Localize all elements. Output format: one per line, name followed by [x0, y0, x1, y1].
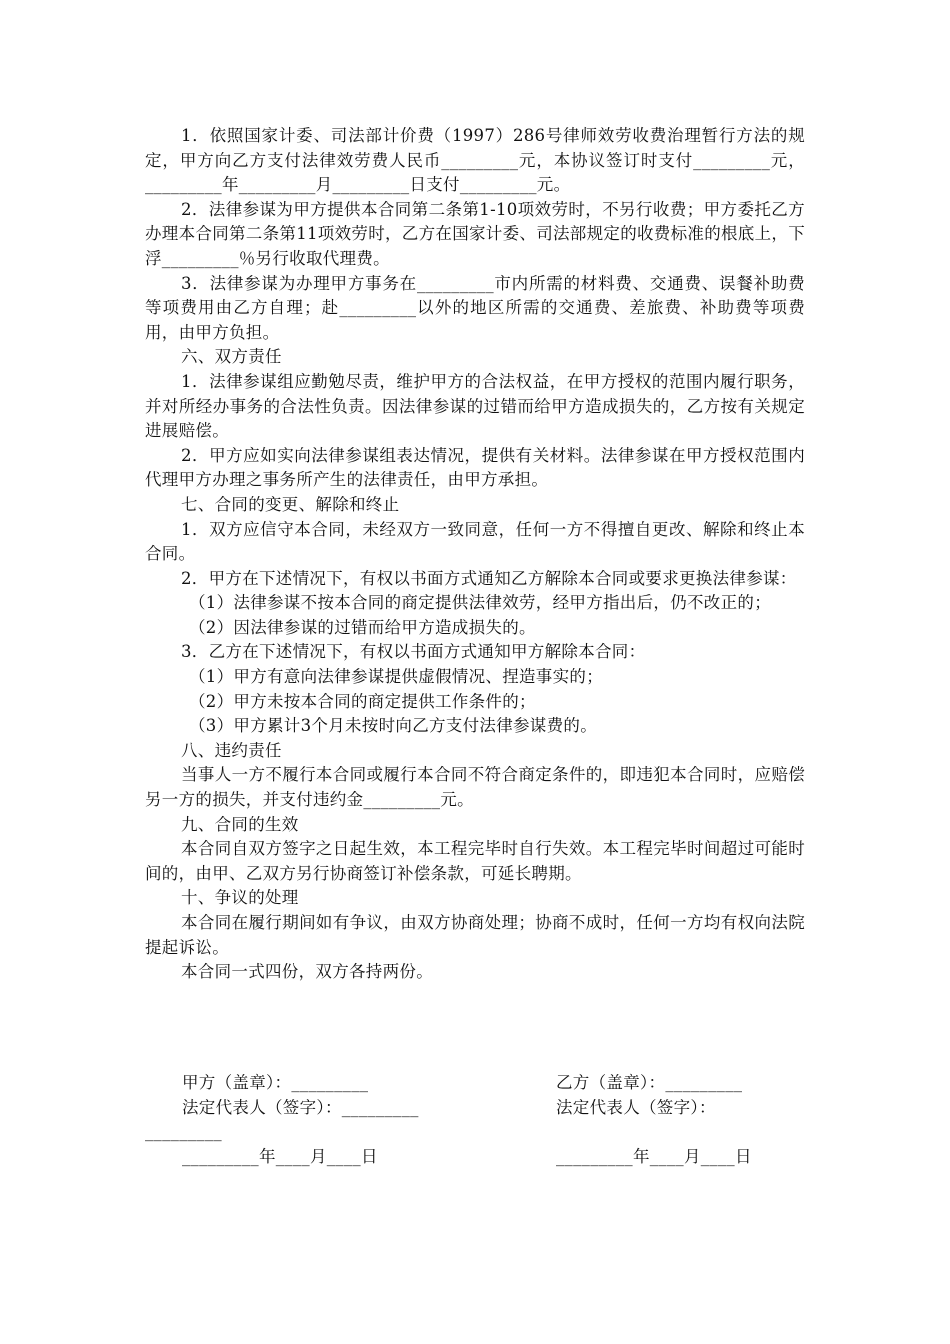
section-heading-7: 七、合同的变更、解除和终止 — [181, 494, 400, 514]
party-a-representative: 法定代表人（签字）：_________ — [182, 1098, 419, 1117]
clause-effect: 本合同自双方签字之日起生效，本工程完毕时自行失效。本工程完毕时间超过可能时间的，由甲、乙双方另行协商签订补偿条款，可延长聘期。 — [145, 839, 805, 883]
clause-copies: 本合同一式四份，双方各持两份。 — [181, 962, 433, 982]
clause-change-2-item-1: （1）法律参谋不按本合同的商定提供法律效劳，经甲方指出后，仍不改正的； — [189, 593, 771, 613]
clause-change-1: 1．双方应信守本合同，未经双方一致同意，任何一方不得擅自更改、解除和终止本合同。 — [145, 519, 805, 564]
contract-body — [145, 124, 805, 985]
section-heading-6: 六、双方责任 — [181, 347, 282, 367]
clause-duty-1: 1．法律参谋组应勤勉尽责，维护甲方的合法权益，在甲方授权的范围内履行职务，并对所经办事务的合法性负责。因法律参谋的过错而给甲方造成损失的，乙方按有关规定进展赔偿。 — [145, 371, 805, 441]
party-a-seal: 甲方（盖章）：_________ — [182, 1073, 369, 1092]
clause-change-3-item-1: （1）甲方有意向法律参谋提供虚假情况、捏造事实的； — [189, 667, 603, 687]
clause-fee-3: 3．法律参谋为办理甲方事务在_________市内所需的材料费、交通费、误餐补助费等项费用由乙方自理；赴_________以外的地区所需的交通费、差旅费、补助费等项费用，由甲方负担。 — [145, 273, 805, 342]
clause-change-3-item-3: （3）甲方累计3个月未按时向乙方支付法律参谋费的。 — [189, 716, 597, 736]
party-a-date: _________年____月____日 — [182, 1147, 378, 1166]
clause-fee-1: 1．依照国家计委、司法部计价费（1997）286号律师效劳收费治理暂行方法的规定，甲方向乙方支付法律效劳费人民币_________元，本协议签订时支付_________元，_________年_________月_________日支付_________元。 — [145, 126, 805, 195]
section-heading-10: 十、争议的处理 — [181, 888, 299, 908]
clause-change-2-item-2: （2）因法律参谋的过错而给甲方造成损失的。 — [189, 617, 536, 637]
clause-fee-2: 2．法律参谋为甲方提供本合同第二条第1-10项效劳时，不另行收费；甲方委托乙方办理本合同第二条第11项效劳时，乙方在国家计委、司法部规定的收费标准的根底上，下浮_________％另行收取代理费。 — [145, 199, 805, 268]
clause-change-3: 3．乙方在下述情况下，有权以书面方式通知甲方解除本合同： — [181, 642, 646, 662]
section-heading-9: 九、合同的生效 — [181, 814, 299, 834]
party-b-date: _________年____月____日 — [556, 1147, 752, 1166]
clause-change-2: 2．甲方在下述情况下，有权以书面方式通知乙方解除本合同或要求更换法律参谋： — [181, 568, 797, 588]
party-b-representative-line: _________ — [145, 1122, 222, 1141]
section-heading-8: 八、违约责任 — [181, 740, 282, 760]
clause-dispute: 本合同在履行期间如有争议，由双方协商处理；协商不成时，任何一方均有权向法院提起诉讼。 — [145, 913, 805, 957]
clause-change-3-item-2: （2）甲方未按本合同的商定提供工作条件的； — [189, 691, 536, 711]
clause-breach: 当事人一方不履行本合同或履行本合同不符合商定条件的，即违犯本合同时，应赔偿另一方的损失，并支付违约金_________元。 — [145, 765, 805, 810]
party-b-representative: 法定代表人（签字）： — [556, 1098, 716, 1117]
party-b-seal: 乙方（盖章）：_________ — [556, 1073, 743, 1092]
clause-duty-2: 2．甲方应如实向法律参谋组表达情况，提供有关材料。法律参谋在甲方授权范围内代理甲方办理之事务所产生的法律责任，由甲方承担。 — [145, 445, 805, 490]
